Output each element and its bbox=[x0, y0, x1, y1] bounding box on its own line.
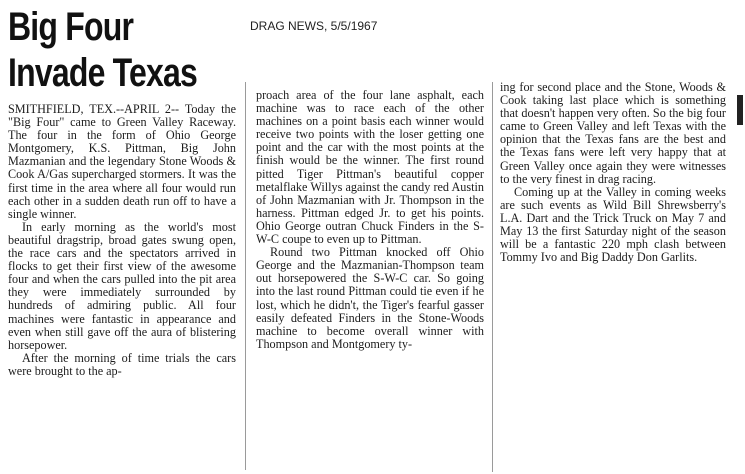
paragraph: After the morning of time trials the cars were brought to the ap- bbox=[8, 350, 236, 378]
paragraph: SMITHFIELD, TEX.--APRIL 2-- Today the "Big Four" came to Green Valley Raceway. The four in the form of Ohio George Montgomery, K.S. Pittman, Big John Mazmanian and the legendary Stone Woods & Cook A/Gas supercharged stormers. It was the first time in the area where all four would run each other in a sudden death run off to have a single winner. bbox=[8, 102, 236, 221]
article-column-3 bbox=[500, 81, 726, 264]
article-column-1 bbox=[8, 103, 236, 378]
column-divider bbox=[492, 82, 493, 472]
paragraph: Coming up at the Valley in coming weeks are such events as Wild Bill Shrewsberry's L.A. Dart and the Trick Truck on May 7 and May 13 the first Saturday night of the season will be a fantastic 220 mph clash between Tommy Ivo and Big Daddy Don Garlits. bbox=[500, 184, 726, 265]
paragraph: Round two Pittman knocked off Ohio George and the Mazmanian-Thompson team out horsepowered the S-W-C car. So going into the last round Pittman could tie even if he lost, which he didn't, the Tiger's fearful gasser easily defeated Finders in the Stone-Woods machine to become overall winner with Thompson and Montgomery ty- bbox=[256, 245, 484, 351]
paragraph: ing for second place and the Stone, Woods & Cook taking last place which is something that doesn't happen very often. So the big four came to Green Valley and left Texas with the opinion that the Texas fans are the best and the Texas fans were left very happy that at Green Valley once again they were witnesses to the very finest in drag racing. bbox=[500, 80, 726, 186]
paragraph: In early morning as the world's most beautiful dragstrip, broad gates swung open, the race cars and the spectators arrived in flocks to get their first view of the awesome four and when the cars pulled into the pit area they were immediately surrounded by hundreds of admiring public. All four machines were fantastic in appearance and even when still gave off the aura of blistering horsepower. bbox=[8, 219, 236, 352]
scan-edge-mark bbox=[737, 95, 743, 125]
headline-line-1: Big Four bbox=[8, 5, 134, 49]
column-divider bbox=[245, 82, 246, 470]
source-label: DRAG NEWS, 5/5/1967 bbox=[250, 19, 378, 33]
headline bbox=[8, 4, 200, 96]
paragraph: proach area of the four lane asphalt, each machine was to race each of the other machines on a point basis each winner would receive two points with the loser getting one point and the car with the most points at the finish would be the winner. The first round pitted Tiger Pittman's beautiful copper metalflake Willys against the candy red Austin of John Mazmanian with Jr. Thompson in the harness. Pittman edged Jr. to get his points. Ohio George outran Chuck Finders in the S-W-C coupe to even up to Pittman. bbox=[256, 88, 484, 247]
article-column-2 bbox=[256, 89, 484, 351]
headline-line-2: Invade Texas bbox=[8, 51, 198, 95]
